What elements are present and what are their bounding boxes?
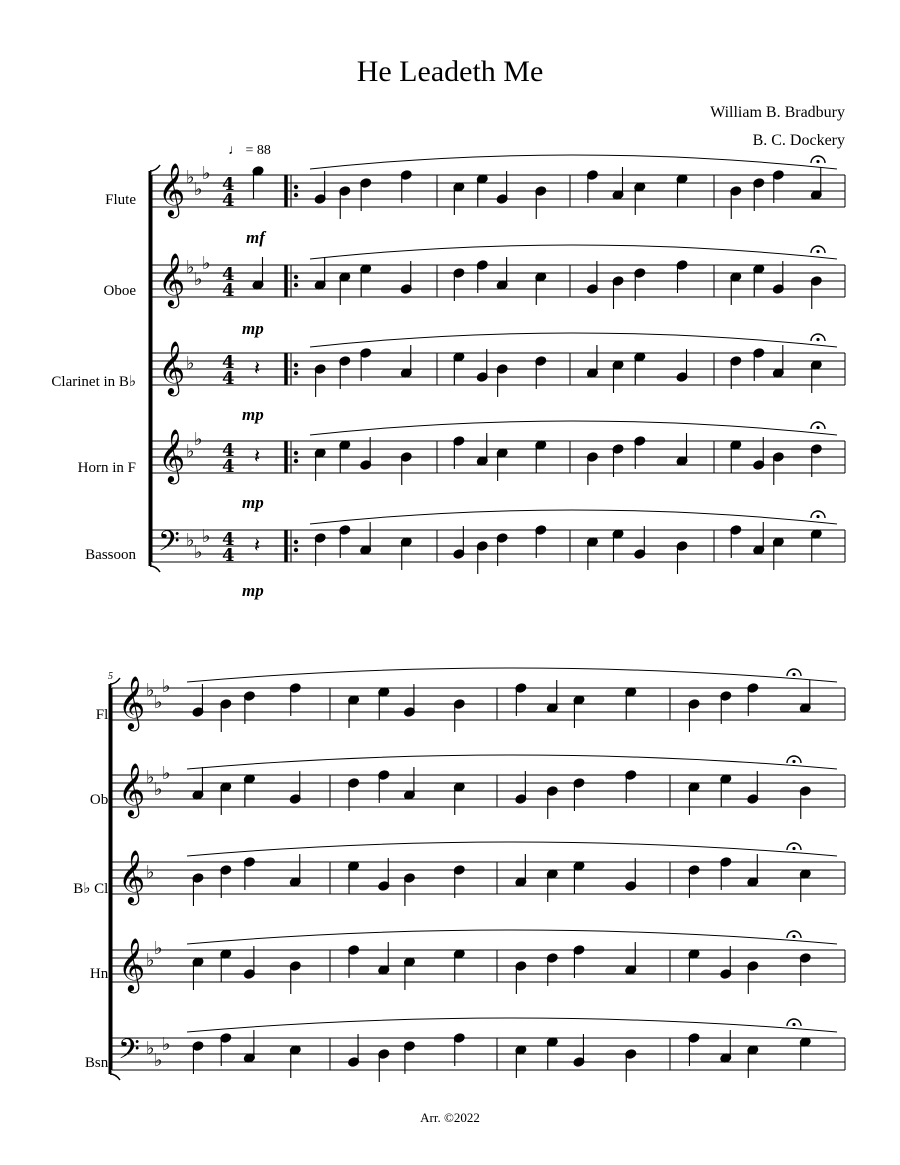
repeat-dot xyxy=(294,548,297,551)
instrument-abbr-clarinet: B♭ Cl. xyxy=(73,881,112,897)
flat-icon: ♭ xyxy=(186,530,195,551)
slur xyxy=(187,930,837,944)
staff-2-2 xyxy=(112,775,845,807)
time-signature: 4 xyxy=(222,440,235,461)
repeat-dot xyxy=(294,451,297,454)
slur xyxy=(310,245,837,259)
repeat-dot xyxy=(294,283,297,286)
flat-icon: ♭ xyxy=(162,1034,171,1055)
fermata-dot xyxy=(816,515,819,518)
slur xyxy=(187,842,837,856)
fermata-icon xyxy=(811,246,825,253)
flat-icon: ♭ xyxy=(194,269,203,290)
treble-clef-icon: 𝄞 xyxy=(118,937,146,991)
flat-icon: ♭ xyxy=(202,253,211,274)
slur xyxy=(310,510,837,524)
arranger-credit: B. C. Dockery xyxy=(752,132,845,149)
fermata-dot xyxy=(816,338,819,341)
bracket-bottom xyxy=(110,1074,120,1080)
quarter-rest-icon: 𝄽 xyxy=(254,356,261,380)
flat-icon: ♭ xyxy=(202,163,211,184)
bracket-bottom xyxy=(150,566,160,572)
fermata-icon xyxy=(787,1019,801,1026)
composer-credit: William B. Bradbury xyxy=(710,104,845,121)
treble-clef-icon: 𝄞 xyxy=(158,340,186,394)
flat-icon: ♭ xyxy=(202,526,211,547)
treble-clef-icon: 𝄞 xyxy=(118,762,146,816)
flat-icon: ♭ xyxy=(146,680,155,701)
fermata-dot xyxy=(816,160,819,163)
staff-1-2 xyxy=(152,265,845,297)
slur xyxy=(310,155,837,169)
repeat-dot xyxy=(294,459,297,462)
tempo-marking: ♩ = 88 xyxy=(228,143,271,158)
treble-clef-icon: 𝄞 xyxy=(158,428,186,482)
fermata-icon xyxy=(811,156,825,163)
flat-icon: ♭ xyxy=(146,1038,155,1059)
slur xyxy=(310,333,837,347)
repeat-dot xyxy=(294,275,297,278)
staff-2-3 xyxy=(112,862,845,894)
instrument-abbr-flute: Fl. xyxy=(95,707,112,723)
time-signature: 4 xyxy=(222,280,235,301)
treble-clef-icon: 𝄞 xyxy=(118,675,146,729)
fermata-icon xyxy=(787,669,801,676)
time-signature: 4 xyxy=(222,190,235,211)
dynamic-clarinet: mp xyxy=(242,405,264,424)
dynamic-oboe: mp xyxy=(242,319,264,338)
fermata-dot xyxy=(792,847,795,850)
instrument-label-horn: Horn in F xyxy=(77,460,136,476)
fermata-icon xyxy=(811,511,825,518)
slur xyxy=(187,1018,837,1032)
staff-2-5 xyxy=(112,1038,845,1070)
dynamic-bassoon: mp xyxy=(242,581,264,600)
fermata-icon xyxy=(787,931,801,938)
time-signature: 4 xyxy=(222,529,235,550)
instrument-label-bassoon: Bassoon xyxy=(85,547,136,563)
treble-clef-icon: 𝄞 xyxy=(118,849,146,903)
fermata-dot xyxy=(792,673,795,676)
fermata-dot xyxy=(792,760,795,763)
time-signature: 4 xyxy=(222,174,235,195)
slur xyxy=(187,668,837,682)
bass-clef-icon: 𝄢 xyxy=(158,525,180,565)
instrument-abbr-bassoon: Bsn. xyxy=(84,1055,112,1071)
quarter-rest-icon: 𝄽 xyxy=(254,444,261,468)
dynamic-horn: mp xyxy=(242,493,264,512)
instrument-abbr-oboe: Ob. xyxy=(89,792,112,808)
fermata-dot xyxy=(816,426,819,429)
instrument-label-oboe: Oboe xyxy=(103,283,136,299)
slur xyxy=(187,755,837,769)
treble-clef-icon: 𝄞 xyxy=(158,162,186,216)
repeat-dot xyxy=(294,363,297,366)
instrument-label-clarinet: Clarinet in B♭ xyxy=(51,374,136,390)
repeat-dot xyxy=(294,193,297,196)
fermata-icon xyxy=(811,422,825,429)
time-signature: 4 xyxy=(222,352,235,373)
flat-icon: ♭ xyxy=(154,1050,163,1071)
dynamic-flute: mf xyxy=(246,228,265,247)
flat-icon: ♭ xyxy=(194,179,203,200)
flat-icon: ♭ xyxy=(154,692,163,713)
flat-icon: ♭ xyxy=(154,938,163,959)
flat-icon: ♭ xyxy=(186,167,195,188)
flat-icon: ♭ xyxy=(162,676,171,697)
score-title: He Leadeth Me xyxy=(356,55,544,88)
flat-icon: ♭ xyxy=(186,257,195,278)
flat-icon: ♭ xyxy=(162,763,171,784)
treble-clef-icon: 𝄞 xyxy=(158,252,186,306)
repeat-dot xyxy=(294,540,297,543)
instrument-label-flute: Flute xyxy=(105,192,136,208)
repeat-dot xyxy=(294,371,297,374)
flat-icon: ♭ xyxy=(146,950,155,971)
flat-icon: ♭ xyxy=(154,779,163,800)
copyright-footer: Arr. ©2022 xyxy=(420,1110,480,1125)
fermata-dot xyxy=(792,935,795,938)
flat-icon: ♭ xyxy=(194,429,203,450)
flat-icon: ♭ xyxy=(194,542,203,563)
time-signature: 4 xyxy=(222,368,235,389)
measure-number: 5 xyxy=(108,671,113,682)
flat-icon: ♭ xyxy=(146,767,155,788)
flat-icon: ♭ xyxy=(146,862,155,883)
fermata-dot xyxy=(816,250,819,253)
repeat-dot xyxy=(294,185,297,188)
fermata-icon xyxy=(811,334,825,341)
time-signature: 4 xyxy=(222,264,235,285)
time-signature: 4 xyxy=(222,456,235,477)
fermata-icon xyxy=(787,843,801,850)
bass-clef-icon: 𝄢 xyxy=(118,1033,140,1073)
slur xyxy=(310,421,837,435)
flat-icon: ♭ xyxy=(186,441,195,462)
time-signature: 4 xyxy=(222,545,235,566)
fermata-dot xyxy=(792,1023,795,1026)
instrument-abbr-horn: Hn. xyxy=(89,966,112,982)
flat-icon: ♭ xyxy=(186,353,195,374)
quarter-rest-icon: 𝄽 xyxy=(254,533,261,557)
fermata-icon xyxy=(787,756,801,763)
